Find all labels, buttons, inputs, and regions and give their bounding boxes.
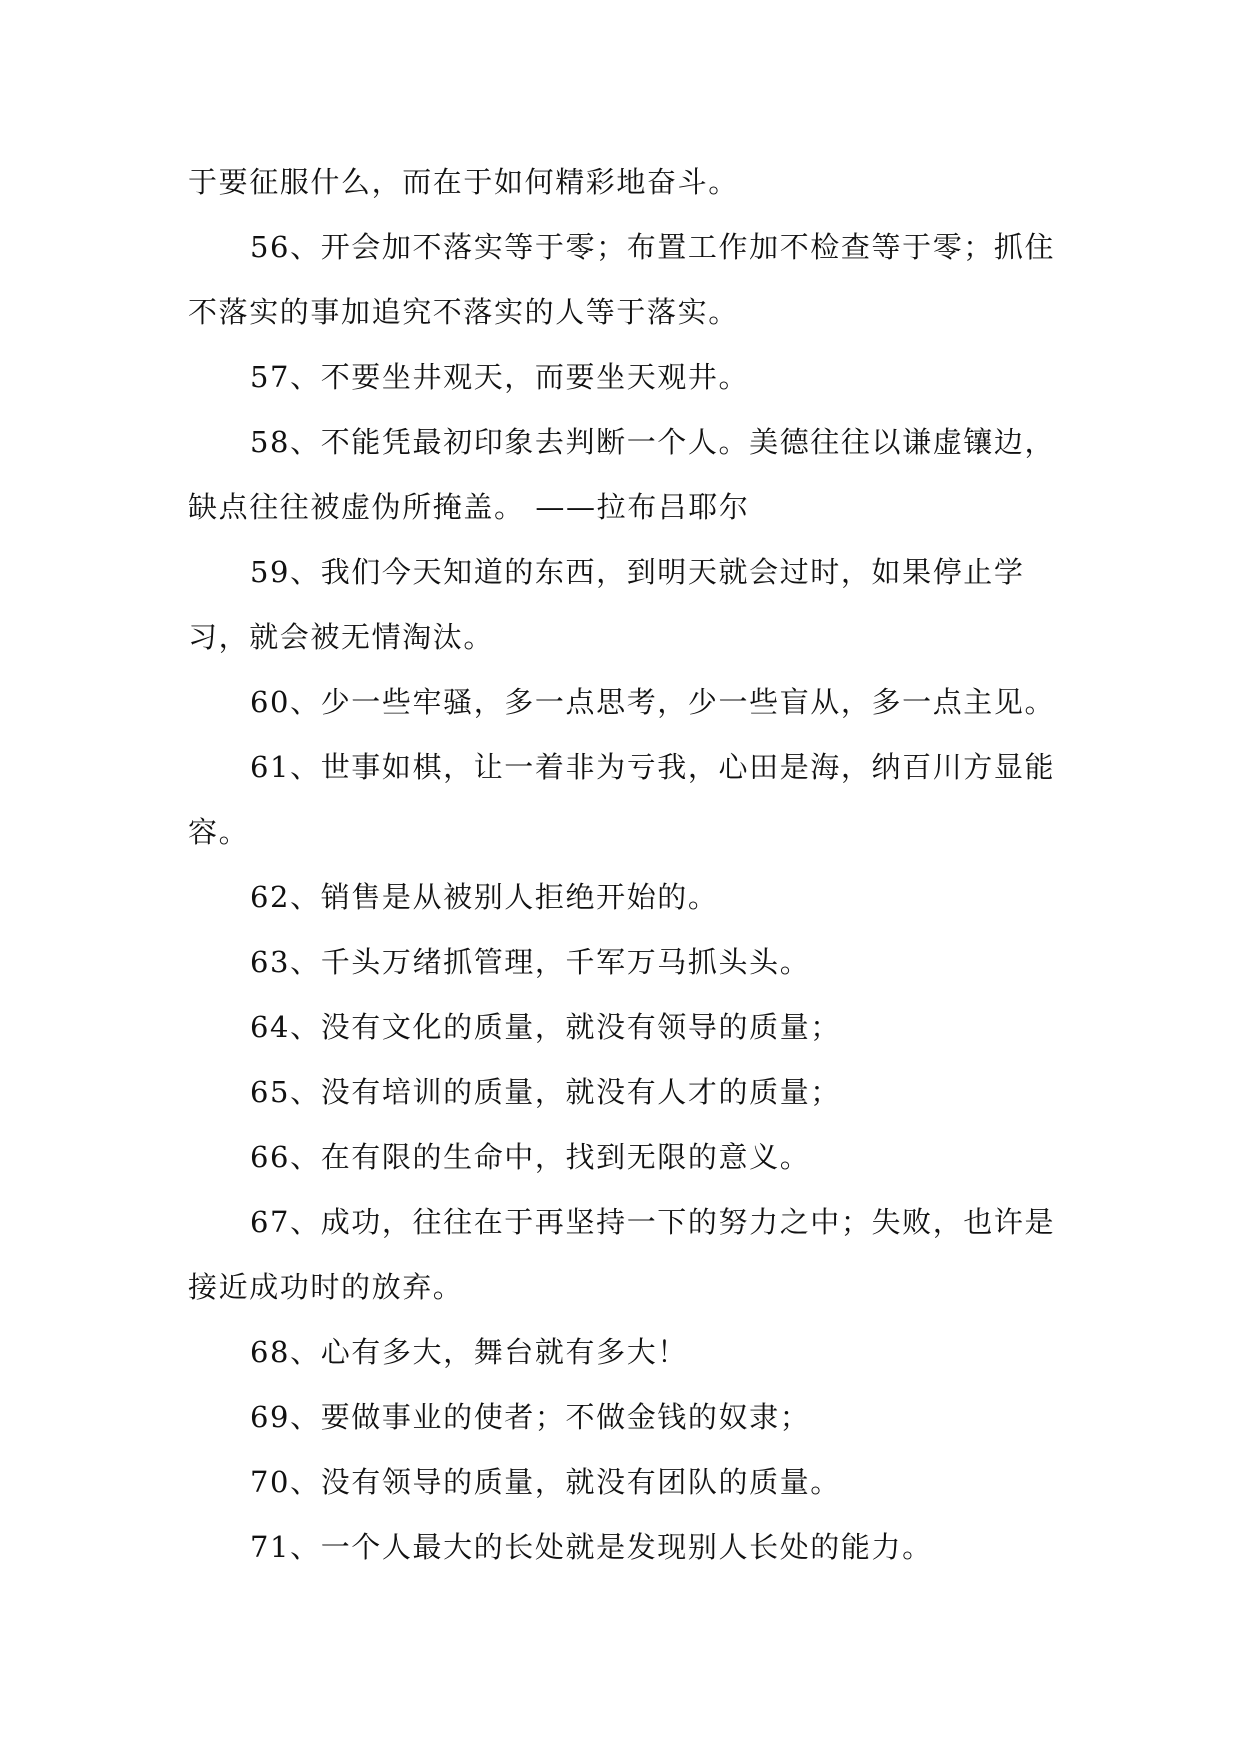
quote-66: 66、在有限的生命中，找到无限的意义。 — [250, 1140, 811, 1174]
quote-69: 69、要做事业的使者；不做金钱的奴隶； — [250, 1400, 811, 1434]
quote-64: 64、没有文化的质量，就没有领导的质量； — [250, 1010, 841, 1044]
paragraph-continuation: 于要征服什么，而在于如何精彩地奋斗。 — [188, 165, 739, 199]
quote-58: 58、不能凭最初印象去判断一个人。美德往往以谦虚镶边，缺点往往被虚伪所掩盖。 ——拉布吕耶尔 — [188, 425, 1056, 524]
quote-61: 61、世事如棋，让一着非为亏我，心田是海，纳百川方显能容。 — [188, 750, 1056, 849]
quote-70: 70、没有领导的质量，就没有团队的质量。 — [250, 1465, 841, 1499]
quote-71: 71、一个人最大的长处就是发现别人长处的能力。 — [250, 1530, 933, 1564]
quote-62: 62、销售是从被别人拒绝开始的。 — [250, 880, 719, 914]
quote-56: 56、开会加不落实等于零；布置工作加不检查等于零；抓住不落实的事加追究不落实的人等于落实。 — [188, 230, 1056, 329]
document-body — [188, 150, 1068, 1580]
quote-67: 67、成功，往往在于再坚持一下的努力之中；失败，也许是接近成功时的放弃。 — [188, 1205, 1056, 1304]
quote-68: 68、心有多大，舞台就有多大！ — [250, 1335, 688, 1369]
quote-59: 59、我们今天知道的东西，到明天就会过时，如果停止学习，就会被无情淘汰。 — [188, 555, 1025, 654]
quote-60: 60、少一些牢骚，多一点思考，少一些盲从，多一点主见。 — [250, 685, 1056, 719]
quote-57: 57、不要坐井观天，而要坐天观井。 — [250, 360, 750, 394]
quote-65: 65、没有培训的质量，就没有人才的质量； — [250, 1075, 841, 1109]
quote-63: 63、千头万绪抓管理，千军万马抓头头。 — [250, 945, 811, 979]
